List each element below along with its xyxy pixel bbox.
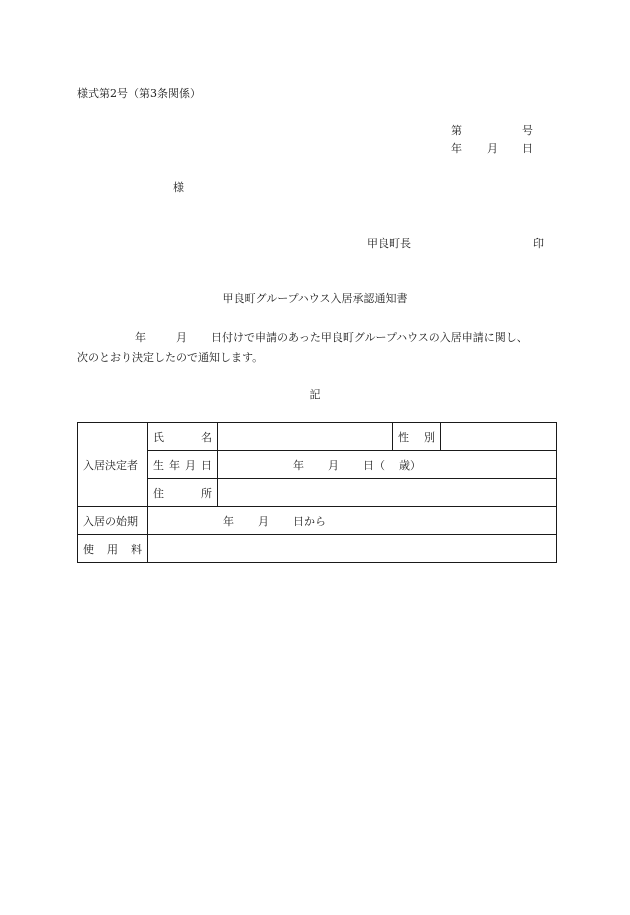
start-day: 日から (293, 514, 326, 528)
form-label: 様式第2号（第3条関係） (77, 87, 201, 100)
body-year: 年 (135, 331, 146, 344)
document-number (451, 124, 533, 138)
name-value (218, 423, 393, 451)
dob-label: 生年月日 (148, 451, 218, 479)
decision-label: 入居決定者 (78, 423, 148, 507)
fee-label: 使 用 料 (78, 535, 148, 563)
table-row (78, 423, 557, 451)
number-suffix: 号 (522, 124, 533, 137)
mayor-signature: 甲良町長 (367, 237, 411, 250)
dob-age: 歳） (399, 458, 421, 472)
table-row (78, 535, 557, 563)
table-row (78, 451, 557, 479)
issue-month: 月 (487, 142, 498, 155)
table-row (78, 479, 557, 507)
dob-year: 年 (293, 458, 304, 472)
decision-table (77, 422, 557, 563)
body-month: 月 (176, 331, 187, 344)
notice-line-1 (77, 328, 557, 348)
notice-body (77, 328, 557, 368)
start-year: 年 (223, 514, 234, 528)
start-month: 月 (258, 514, 269, 528)
gender-value (441, 423, 557, 451)
dob-day: 日（ (363, 458, 385, 472)
start-value (148, 507, 557, 535)
table-row (78, 507, 557, 535)
issue-year: 年 (451, 142, 462, 155)
seal-mark: 印 (533, 237, 544, 250)
dob-month: 月 (328, 458, 339, 472)
gender-label: 性 別 (393, 423, 441, 451)
document-title: 甲良町グループハウス入居承認通知書 (222, 292, 408, 305)
address-value (218, 479, 557, 507)
addressee-suffix: 様 (173, 181, 184, 194)
dob-value (218, 451, 557, 479)
fee-value (148, 535, 557, 563)
issue-day: 日 (522, 142, 533, 155)
number-prefix: 第 (451, 124, 462, 137)
ki-heading: 記 (309, 388, 321, 401)
body-line-2: 次のとおり決定したので通知します。 (77, 351, 264, 364)
start-label: 入居の始期 (78, 507, 148, 535)
address-label: 住 所 (148, 479, 218, 507)
name-label: 氏 名 (148, 423, 218, 451)
body-line-1: 日付けで申請のあった甲良町グループハウスの入居申請に関し、 (211, 331, 528, 344)
